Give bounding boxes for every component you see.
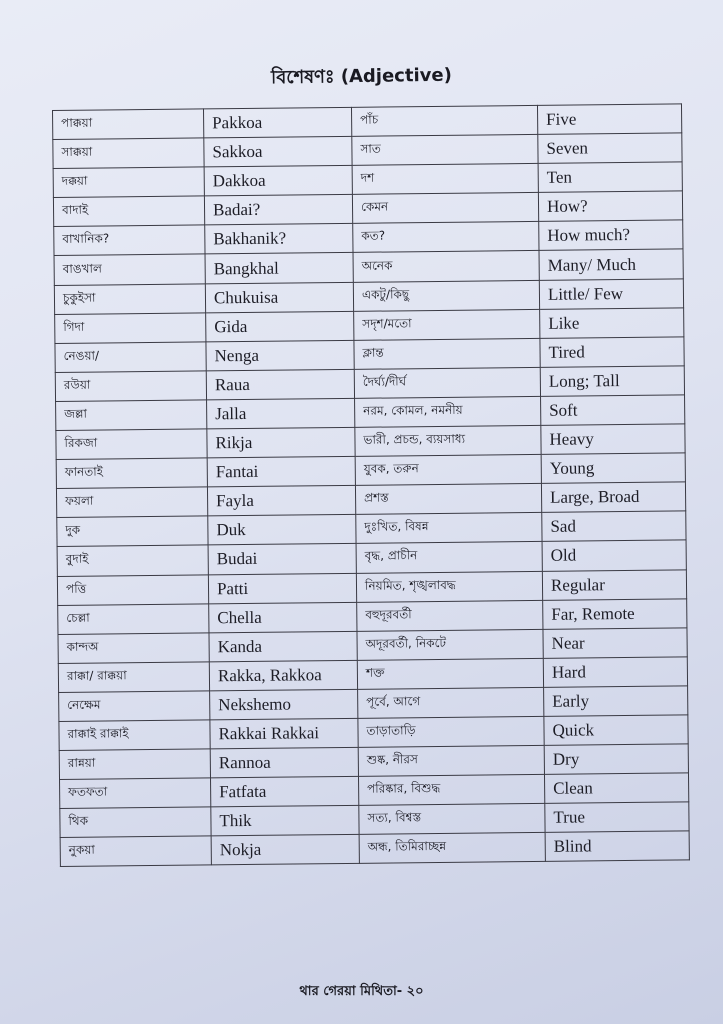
kokborok-bengali-script-cell: কান্দঅ (58, 633, 209, 664)
bengali-meaning-cell: শুষ্ক, নীরস (358, 745, 544, 776)
bengali-meaning-cell: ক্লান্ত (354, 338, 540, 369)
kokborok-roman-cell: Sakkoa (204, 136, 352, 167)
kokborok-bengali-script-cell: থিক (60, 807, 211, 838)
kokborok-roman-cell: Bakhanik? (205, 224, 353, 255)
kokborok-bengali-script-cell: গিদা (55, 313, 206, 344)
kokborok-bengali-script-cell: রিকজা (56, 429, 207, 460)
english-meaning-cell: Blind (545, 831, 689, 862)
kokborok-roman-cell: Badai? (204, 195, 352, 226)
kokborok-bengali-script-cell: ফতফতা (60, 778, 211, 809)
page-title: বিশেষণঃ (Adjective) (270, 64, 452, 89)
bengali-meaning-cell: একটু/কিছু (353, 280, 539, 311)
page-footer: থার গেরয়া মিথিতা- ২০ (299, 984, 424, 999)
english-meaning-cell: How much? (539, 220, 683, 251)
english-meaning-cell: Seven (538, 133, 682, 164)
bengali-meaning-cell: অদূরবর্তী, নিকটে (357, 629, 543, 660)
kokborok-roman-cell: Rannoa (210, 747, 358, 778)
kokborok-bengali-script-cell: বাঙখাল (54, 254, 205, 285)
english-meaning-cell: Like (540, 308, 684, 339)
kokborok-roman-cell: Fayla (207, 486, 355, 517)
kokborok-bengali-script-cell: নেঙয়া/ (55, 342, 206, 373)
english-meaning-cell: Heavy (541, 424, 685, 455)
bengali-meaning-cell: দুঃখিত, বিষন্ন (356, 513, 542, 544)
bengali-meaning-cell: শক্ত (357, 658, 543, 689)
english-meaning-cell: True (545, 802, 689, 833)
bengali-meaning-cell: পরিষ্কার, বিশুদ্ধ (358, 775, 544, 806)
english-meaning-cell: Sad (542, 511, 686, 542)
kokborok-bengali-script-cell: দুক (57, 516, 208, 547)
english-meaning-cell: Soft (541, 395, 685, 426)
kokborok-bengali-script-cell: বাখানিক? (54, 225, 205, 256)
bengali-meaning-cell: সত্য, বিশ্বস্ত (359, 804, 545, 835)
bengali-meaning-cell: দশ (352, 164, 538, 195)
kokborok-roman-cell: Pakkoa (203, 107, 351, 138)
english-meaning-cell: Near (543, 628, 687, 659)
bengali-meaning-cell: বহুদূরবর্তী (357, 600, 543, 631)
bengali-meaning-cell: সাত (352, 135, 538, 166)
kokborok-roman-cell: Chukuisa (205, 282, 353, 313)
kokborok-roman-cell: Nenga (206, 340, 354, 371)
kokborok-bengali-script-cell: চুকুইসা (54, 283, 205, 314)
kokborok-roman-cell: Fantai (207, 456, 355, 487)
kokborok-roman-cell: Nekshemo (210, 689, 358, 720)
english-meaning-cell: Early (544, 686, 688, 717)
english-meaning-cell: How? (538, 191, 682, 222)
english-meaning-cell: Quick (544, 715, 688, 746)
english-meaning-cell: Dry (544, 744, 688, 775)
english-meaning-cell: Long; Tall (540, 366, 684, 397)
kokborok-bengali-script-cell: রাক্কা/ রাক্কয়া (58, 662, 209, 693)
table-row (60, 831, 689, 867)
vocabulary-table-container (52, 103, 690, 867)
vocabulary-table (52, 103, 690, 867)
kokborok-roman-cell: Gida (206, 311, 354, 342)
kokborok-roman-cell: Fatfata (211, 776, 359, 807)
kokborok-bengali-script-cell: নুকয়া (60, 836, 211, 867)
kokborok-roman-cell: Patti (208, 573, 356, 604)
kokborok-roman-cell: Budai (208, 544, 356, 575)
kokborok-roman-cell: Bangkhal (205, 253, 353, 284)
bengali-meaning-cell: পূর্বে, আগে (358, 687, 544, 718)
english-meaning-cell: Regular (542, 569, 686, 600)
kokborok-roman-cell: Nokja (211, 835, 359, 866)
kokborok-bengali-script-cell: বাদাই (53, 196, 204, 227)
english-meaning-cell: Tired (540, 337, 684, 368)
bengali-meaning-cell: প্রশস্ত (355, 484, 541, 515)
kokborok-bengali-script-cell: নেক্ষেম (59, 691, 210, 722)
bengali-meaning-cell: তাড়াতাড়ি (358, 716, 544, 747)
kokborok-roman-cell: Chella (209, 602, 357, 633)
english-meaning-cell: Many/ Much (539, 249, 683, 280)
bengali-meaning-cell: ভারী, প্রচন্ড, ব্যয়সাধ্য (355, 425, 541, 456)
kokborok-bengali-script-cell: বুদাই (57, 545, 208, 576)
english-meaning-cell: Ten (538, 162, 682, 193)
english-meaning-cell: Far, Remote (543, 598, 687, 629)
kokborok-bengali-script-cell: দক্কয়া (53, 167, 204, 198)
bengali-meaning-cell: অন্ধ, তিমিরাচ্ছন্ন (359, 833, 545, 864)
kokborok-roman-cell: Rikja (207, 427, 355, 458)
kokborok-bengali-script-cell: রউয়া (55, 371, 206, 402)
bengali-meaning-cell: দৈর্ঘ্য/দীর্ঘ (354, 367, 540, 398)
kokborok-roman-cell: Rakkai Rakkai (210, 718, 358, 749)
kokborok-roman-cell: Rakka, Rakkoa (209, 660, 357, 691)
english-meaning-cell: Five (537, 104, 681, 135)
bengali-meaning-cell: সদৃশ/মতো (354, 309, 540, 340)
kokborok-roman-cell: Jalla (207, 398, 355, 429)
bengali-meaning-cell: নিয়মিত, শৃঙ্খলাবদ্ধ (356, 571, 542, 602)
english-meaning-cell: Clean (544, 773, 688, 804)
kokborok-roman-cell: Dakkoa (204, 166, 352, 197)
kokborok-bengali-script-cell: জল্লা (56, 400, 207, 431)
kokborok-bengali-script-cell: চেল্লা (58, 603, 209, 634)
bengali-meaning-cell: কত? (353, 222, 539, 253)
kokborok-roman-cell: Raua (206, 369, 354, 400)
bengali-meaning-cell: অনেক (353, 251, 539, 282)
english-meaning-cell: Large, Broad (541, 482, 685, 513)
kokborok-bengali-script-cell: পত্তি (57, 574, 208, 605)
bengali-meaning-cell: কেমন (352, 193, 538, 224)
kokborok-roman-cell: Kanda (209, 631, 357, 662)
kokborok-roman-cell: Duk (208, 515, 356, 546)
kokborok-bengali-script-cell: রান্নয়া (59, 749, 210, 780)
bengali-meaning-cell: যুবক, তরুন (355, 455, 541, 486)
kokborok-bengali-script-cell: ফানতাই (56, 458, 207, 489)
kokborok-roman-cell: Thik (211, 806, 359, 837)
english-meaning-cell: Old (542, 540, 686, 571)
bengali-meaning-cell: নরম, কোমল, নমনীয় (355, 396, 541, 427)
kokborok-bengali-script-cell: ফয়লা (56, 487, 207, 518)
bengali-meaning-cell: পাঁচ (351, 105, 537, 136)
bengali-meaning-cell: বৃদ্ধ, প্রাচীন (356, 542, 542, 573)
vocabulary-table-body (53, 104, 690, 867)
english-meaning-cell: Hard (543, 657, 687, 688)
kokborok-bengali-script-cell: রাক্কাই রাক্কাই (59, 720, 210, 751)
english-meaning-cell: Young (541, 453, 685, 484)
kokborok-bengali-script-cell: সাক্কয়া (53, 138, 204, 169)
kokborok-bengali-script-cell: পাক্কয়া (53, 109, 204, 140)
english-meaning-cell: Little/ Few (539, 278, 683, 309)
